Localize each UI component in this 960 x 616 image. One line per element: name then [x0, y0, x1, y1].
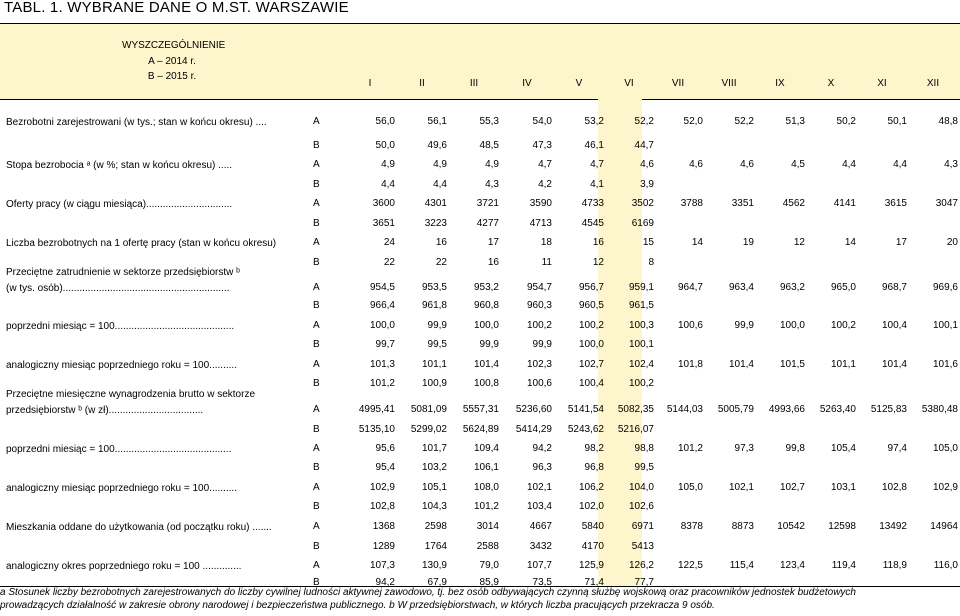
table-cell: 96,8 [584, 462, 604, 473]
table-cell: 18 [540, 237, 552, 248]
table-cell: 108,0 [473, 482, 499, 493]
table-cell: 961,8 [421, 300, 447, 311]
table-cell: 4277 [476, 218, 499, 229]
year-marker: A [313, 198, 320, 209]
year-marker: A [313, 482, 320, 493]
header-label-line: WYSZCZEGÓLNIENIE [122, 40, 226, 51]
table-cell: 48,5 [479, 140, 499, 151]
table-cell: 4,9 [485, 159, 499, 170]
row-label: poprzedni miesiąc = 100.......................................... [6, 444, 232, 455]
table-cell: 102,9 [369, 482, 395, 493]
year-marker: B [313, 424, 320, 435]
row-label: Stopa bezrobocia ᵃ (w %; stan w końcu okresu) ..... [6, 160, 233, 171]
table-cell: 101,6 [932, 359, 958, 370]
table-cell: 16 [592, 237, 604, 248]
table-cell: 20 [946, 237, 958, 248]
table-cell: 95,4 [375, 462, 395, 473]
table-cell: 5082,35 [617, 404, 654, 415]
table-cell: 99,8 [785, 443, 805, 454]
month-header: XI [877, 78, 887, 89]
table-cell: 100,2 [830, 320, 856, 331]
row-label: analogiczny miesiąc poprzedniego roku = 100.......... [6, 483, 237, 494]
table-cell: 51,3 [785, 116, 805, 127]
table-cell: 3721 [476, 198, 499, 209]
month-header: III [469, 78, 479, 89]
footnotes [0, 586, 960, 616]
table-cell: 4,5 [791, 159, 805, 170]
table-cell: 954,5 [369, 282, 395, 293]
year-marker: B [313, 140, 320, 151]
table-cell: 3651 [372, 218, 395, 229]
table-cell: 4713 [529, 218, 552, 229]
table-cell: 5125,83 [870, 404, 907, 415]
table-cell: 3788 [680, 198, 703, 209]
table-cell: 5557,31 [462, 404, 499, 415]
table-cell: 104,0 [628, 482, 654, 493]
table-cell: 100,1 [932, 320, 958, 331]
table-cell: 100,0 [779, 320, 805, 331]
table-cell: 4,2 [538, 179, 552, 190]
year-marker: B [313, 577, 320, 588]
table-cell: 960,8 [473, 300, 499, 311]
year-marker: B [313, 541, 320, 552]
table-cell: 12598 [828, 521, 856, 532]
table-cell: 3502 [631, 198, 654, 209]
row-label: Liczba bezrobotnych na 1 ofertę pracy (stan w końcu okresu) [6, 238, 277, 249]
table-cell: 4,4 [893, 159, 907, 170]
table-cell: 19 [742, 237, 754, 248]
table-cell: 5263,40 [819, 404, 856, 415]
table-cell: 94,2 [375, 577, 395, 588]
table-cell: 101,3 [369, 359, 395, 370]
table-cell: 22 [383, 257, 395, 268]
table-cell: 3223 [424, 218, 447, 229]
table-cell: 105,0 [677, 482, 703, 493]
table-cell: 960,5 [578, 300, 604, 311]
month-header: VIII [721, 78, 737, 89]
table-cell: 100,9 [421, 378, 447, 389]
year-marker: B [313, 501, 320, 512]
year-marker: B [313, 179, 320, 190]
table-cell: 969,6 [932, 282, 958, 293]
table-cell: 4,1 [590, 179, 604, 190]
month-header: V [575, 78, 583, 89]
table-cell: 102,9 [932, 482, 958, 493]
table-cell: 107,7 [526, 560, 552, 571]
table-cell: 102,7 [578, 359, 604, 370]
table-cell: 14 [691, 237, 703, 248]
year-marker: A [313, 560, 320, 571]
table-cell: 101,1 [421, 359, 447, 370]
table-cell: 100,6 [526, 378, 552, 389]
header-label-line: A – 2014 r. [148, 55, 196, 67]
table-cell: 4170 [581, 541, 604, 552]
table-cell: 4993,66 [768, 404, 805, 415]
month-header: X [827, 78, 835, 89]
table-cell: 961,5 [628, 300, 654, 311]
table-cell: 105,1 [421, 482, 447, 493]
table-cell: 100,2 [628, 378, 654, 389]
table-cell: 102,1 [728, 482, 754, 493]
year-marker: A [313, 159, 320, 170]
table-cell: 44,7 [634, 140, 654, 151]
table-cell: 5081,09 [410, 404, 447, 415]
table-cell: 52,2 [634, 116, 654, 127]
table-cell: 11 [541, 257, 552, 268]
table-cell: 101,2 [473, 501, 499, 512]
table-cell: 56,1 [427, 116, 447, 127]
year-marker: A [313, 359, 320, 370]
table-cell: 5414,29 [515, 424, 552, 435]
row-label: (w tys. osób)............................................................ [6, 283, 230, 294]
table-cell: 4,6 [640, 159, 654, 170]
table-cell: 101,4 [881, 359, 907, 370]
table-cell: 99,5 [634, 462, 654, 473]
month-header: XII [926, 78, 940, 89]
table-cell: 953,2 [473, 282, 499, 293]
year-marker: B [313, 300, 320, 311]
table-cell: 106,2 [578, 482, 604, 493]
table-cell: 100,8 [473, 378, 499, 389]
table-cell: 96,3 [532, 462, 552, 473]
table-cell: 105,0 [932, 443, 958, 454]
footnote-a: a Stosunek liczby bezrobotnych zarejestrowanych do liczby cywilnej ludności aktywnej zawodowo, tj. bez osób odbywających czynną służbę wojskową oraz pracowników jednostek budżetowych [0, 587, 856, 598]
table-cell: 4,4 [381, 179, 395, 190]
table-cell: 5144,03 [666, 404, 703, 415]
table-cell: 12 [793, 237, 805, 248]
table-cell: 102,0 [578, 501, 604, 512]
table-cell: 4,9 [433, 159, 447, 170]
table-cell: 109,4 [473, 443, 499, 454]
table-cell: 8 [648, 257, 654, 268]
year-marker: A [313, 237, 320, 248]
table-cell: 1289 [372, 541, 395, 552]
table-cell: 100,1 [628, 339, 654, 350]
table-cell: 6169 [631, 218, 654, 229]
table-cell: 966,4 [369, 300, 395, 311]
table-cell: 97,3 [734, 443, 754, 454]
table-cell: 103,4 [526, 501, 552, 512]
table-cell: 101,2 [369, 378, 395, 389]
table-cell: 24 [383, 237, 395, 248]
table-cell: 99,9 [532, 339, 552, 350]
year-marker: A [313, 116, 320, 127]
table-cell: 98,8 [634, 443, 654, 454]
table-cell: 71,4 [584, 577, 604, 588]
table-cell: 3432 [529, 541, 552, 552]
table-cell: 4,9 [381, 159, 395, 170]
table-cell: 4,4 [433, 179, 447, 190]
table-cell: 123,4 [779, 560, 805, 571]
table-cell: 953,5 [421, 282, 447, 293]
footnote-b: prowadzących działalność w zakresie obrony narodowej i bezpieczeństwa publicznego. b W przedsiębiorstwach, w których liczba pracujących przekracza 9 osób. [0, 599, 715, 611]
row-label: poprzedni miesiąc = 100........................................... [6, 321, 235, 332]
table-cell: 118,9 [882, 560, 907, 571]
table-cell: 50,0 [375, 140, 395, 151]
group-title: Przeciętne zatrudnienie w sektorze przedsiębiorstw ᵇ [6, 267, 240, 278]
table-cell: 14964 [930, 521, 958, 532]
table-cell: 101,7 [421, 443, 447, 454]
table-cell: 5299,02 [410, 424, 447, 435]
row-label: przedsiębiorstw ᵇ (w zł).................................. [6, 405, 204, 416]
table-cell: 101,5 [779, 359, 805, 370]
row-label: Bezrobotni zarejestrowani (w tys.; stan w końcu okresu) .... [6, 117, 267, 128]
table-cell: 17 [895, 237, 907, 248]
table-cell: 103,2 [421, 462, 447, 473]
table-cell: 5413 [631, 541, 654, 552]
table-cell: 53,2 [584, 116, 604, 127]
table-cell: 101,4 [728, 359, 754, 370]
table-cell: 4545 [581, 218, 604, 229]
table-cell: 79,0 [479, 560, 499, 571]
table-cell: 100,3 [628, 320, 654, 331]
year-marker: A [313, 443, 320, 454]
table-cell: 50,1 [887, 116, 907, 127]
table-cell: 54,0 [532, 116, 552, 127]
table-cell: 15 [642, 237, 654, 248]
table-title: TABL. 1. WYBRANE DANE O M.ST. WARSZAWIE [4, 0, 349, 16]
table-cell: 48,8 [938, 116, 958, 127]
table-cell: 102,4 [628, 359, 654, 370]
table-cell: 107,3 [369, 560, 395, 571]
header-label-line: B – 2015 r. [147, 71, 197, 82]
table-cell: 12 [592, 257, 604, 268]
table-cell: 102,1 [526, 482, 552, 493]
table-cell: 3590 [529, 198, 552, 209]
table-cell: 1764 [424, 541, 447, 552]
table-cell: 101,2 [677, 443, 703, 454]
year-marker: A [313, 404, 320, 415]
year-marker: B [313, 378, 320, 389]
table-cell: 77,7 [634, 577, 654, 588]
table-cell: 956,7 [578, 282, 604, 293]
table-cell: 4,4 [842, 159, 856, 170]
year-marker: B [313, 462, 320, 473]
table-cell: 5141,54 [567, 404, 604, 415]
table-cell: 102,8 [369, 501, 395, 512]
table-cell: 116,0 [933, 560, 958, 571]
table-cell: 125,9 [578, 560, 604, 571]
table-cell: 4,7 [538, 159, 552, 170]
table-cell: 22 [435, 257, 447, 268]
table-cell: 119,4 [831, 560, 856, 571]
table-cell: 56,0 [375, 116, 395, 127]
table-cell: 103,1 [830, 482, 856, 493]
table-cell: 4,6 [740, 159, 754, 170]
table-cell: 106,1 [473, 462, 499, 473]
table-cell: 16 [435, 237, 447, 248]
month-header: II [419, 78, 425, 89]
table-cell: 102,6 [628, 501, 654, 512]
table-cell: 101,8 [677, 359, 703, 370]
table-cell: 14 [844, 237, 856, 248]
table-cell: 16 [487, 257, 499, 268]
table-cell: 50,2 [836, 116, 856, 127]
table-cell: 3,9 [640, 179, 654, 190]
table-cell: 99,9 [427, 320, 447, 331]
table-cell: 100,2 [578, 320, 604, 331]
table-cell: 5236,60 [515, 404, 552, 415]
table-cell: 126,2 [628, 560, 654, 571]
table-cell: 100,6 [677, 320, 703, 331]
table-cell: 67,9 [427, 577, 447, 588]
table-cell: 2588 [476, 541, 499, 552]
table-cell: 3014 [476, 521, 499, 532]
table-cell: 52,0 [683, 116, 703, 127]
table-cell: 102,8 [881, 482, 907, 493]
year-marker: A [313, 282, 320, 293]
table-cell: 94,2 [532, 443, 552, 454]
table-cell: 99,9 [734, 320, 754, 331]
table-cell: 55,3 [479, 116, 499, 127]
table-cell: 5840 [581, 521, 604, 532]
table-cell: 5216,07 [617, 424, 654, 435]
table-cell: 102,7 [779, 482, 805, 493]
month-header: I [368, 78, 372, 89]
table-cell: 4,3 [485, 179, 499, 190]
table-cell: 6971 [631, 521, 654, 532]
year-marker: B [313, 339, 320, 350]
table-cell: 49,6 [427, 140, 447, 151]
table-cell: 97,4 [887, 443, 907, 454]
table-cell: 3615 [884, 198, 907, 209]
table-cell: 122,5 [677, 560, 703, 571]
row-label: analogiczny okres poprzedniego roku = 100 .............. [6, 561, 242, 572]
table-cell: 8873 [731, 521, 754, 532]
table-cell: 5005,79 [717, 404, 754, 415]
table-cell: 4301 [424, 198, 447, 209]
table-cell: 52,2 [734, 116, 754, 127]
table-cell: 100,0 [473, 320, 499, 331]
table-cell: 95,6 [375, 443, 395, 454]
table-cell: 8378 [680, 521, 703, 532]
table-cell: 5243,62 [567, 424, 604, 435]
table-cell: 47,3 [532, 140, 552, 151]
table-cell: 10542 [777, 521, 805, 532]
table-cell: 2598 [424, 521, 447, 532]
table-cell: 100,4 [578, 378, 604, 389]
table-cell: 965,0 [830, 282, 856, 293]
table-cell: 963,4 [728, 282, 754, 293]
year-marker: B [313, 218, 320, 229]
table-cell: 4667 [529, 521, 552, 532]
table-cell: 100,0 [578, 339, 604, 350]
table-cell: 4,7 [590, 159, 604, 170]
table-cell: 5380,48 [921, 404, 958, 415]
table-cell: 99,7 [375, 339, 395, 350]
table-cell: 963,2 [779, 282, 805, 293]
row-label: Oferty pracy (w ciągu miesiąca)............................... [6, 199, 233, 210]
table-cell: 99,5 [427, 339, 447, 350]
table-cell: 4,6 [689, 159, 703, 170]
table-cell: 964,7 [677, 282, 703, 293]
table-cell: 3351 [731, 198, 754, 209]
table-cell: 98,2 [584, 443, 604, 454]
table-cell: 5135,10 [358, 424, 395, 435]
table-cell: 73,5 [532, 577, 552, 588]
table-cell: 100,4 [881, 320, 907, 331]
header-label [122, 38, 226, 85]
month-header: VII [671, 78, 685, 89]
month-header: IX [775, 78, 785, 89]
table-cell: 13492 [879, 521, 907, 532]
table-cell: 959,1 [628, 282, 654, 293]
table-cell: 968,7 [881, 282, 907, 293]
table-cell: 101,1 [830, 359, 856, 370]
table-cell: 100,2 [526, 320, 552, 331]
table-cell: 1368 [372, 521, 395, 532]
table-cell: 46,1 [584, 140, 604, 151]
table-cell: 3600 [372, 198, 395, 209]
table-cell: 105,4 [830, 443, 856, 454]
table-cell: 4141 [833, 198, 856, 209]
table-cell: 5624,89 [462, 424, 499, 435]
table-cell: 115,4 [729, 560, 754, 571]
year-marker: A [313, 320, 320, 331]
table-cell: 3047 [935, 198, 958, 209]
table-cell: 4733 [581, 198, 604, 209]
table-cell: 104,3 [421, 501, 447, 512]
table-cell: 17 [487, 237, 499, 248]
group-title: Przeciętne miesięczne wynagrodzenia brutto w sektorze [6, 389, 256, 400]
month-header: VI [624, 78, 634, 89]
table-cell: 100,0 [369, 320, 395, 331]
row-label: analogiczny miesiąc poprzedniego roku = 100.......... [6, 360, 237, 371]
month-header: IV [522, 78, 532, 89]
table-cell: 4562 [782, 198, 805, 209]
table-cell: 101,4 [473, 359, 499, 370]
table-cell: 4995,41 [358, 404, 395, 415]
table-cell: 85,9 [479, 577, 499, 588]
table-cell: 954,7 [526, 282, 552, 293]
table-cell: 960,3 [526, 300, 552, 311]
year-marker: A [313, 521, 320, 532]
table-cell: 99,9 [479, 339, 499, 350]
table-cell: 130,9 [421, 560, 447, 571]
table-header [0, 23, 960, 100]
table-cell: 102,3 [526, 359, 552, 370]
year-marker: B [313, 257, 320, 268]
table-cell: 4,3 [944, 159, 958, 170]
row-label: Mieszkania oddane do użytkowania (od początku roku) ....... [6, 522, 272, 533]
